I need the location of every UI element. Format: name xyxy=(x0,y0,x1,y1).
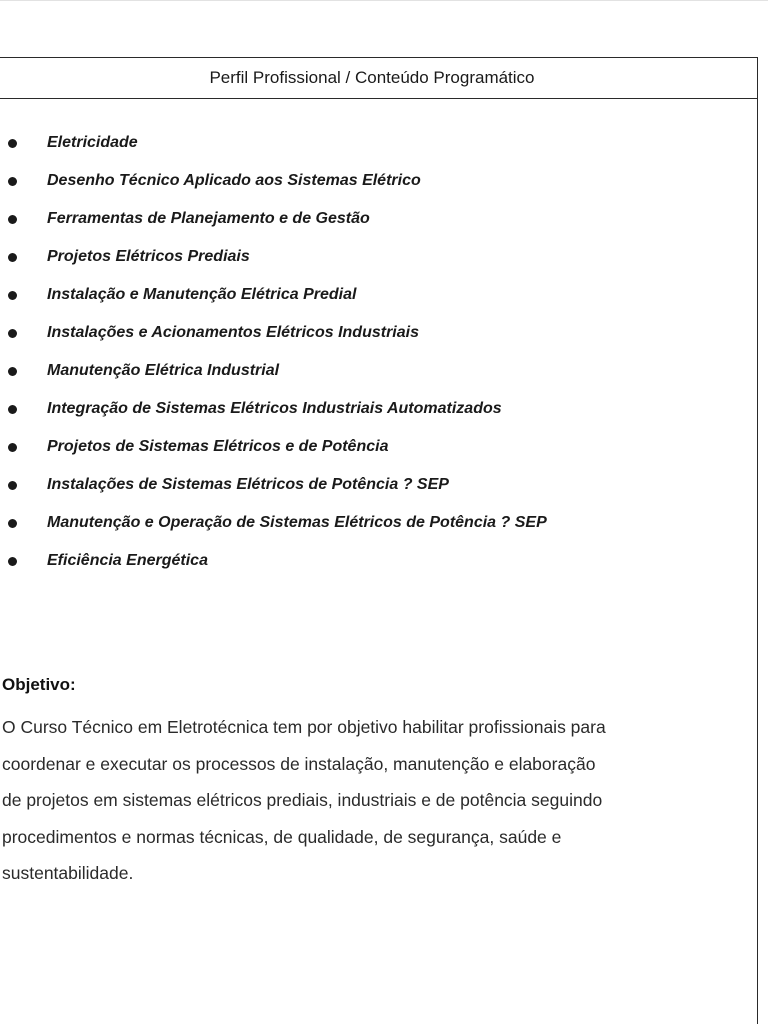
objective-heading: Objetivo: xyxy=(2,675,76,694)
topic-label: Instalação e Manutenção Elétrica Predial xyxy=(47,286,357,303)
paragraph-line: coordenar e executar os processos de instalação, manutenção e elaboração xyxy=(2,753,596,774)
topic-label: Projetos de Sistemas Elétricos e de Potência xyxy=(47,438,389,455)
bullet-icon xyxy=(8,215,17,224)
section-header: Perfil Profissional / Conteúdo Programático xyxy=(0,58,757,99)
topic-label: Desenho Técnico Aplicado aos Sistemas Elétrico xyxy=(47,172,421,189)
topic-label: Manutenção e Operação de Sistemas Elétricos de Potência ? SEP xyxy=(47,514,547,531)
topic-label: Instalações de Sistemas Elétricos de Potência ? SEP xyxy=(47,476,449,493)
bullet-icon xyxy=(8,367,17,376)
topic-label: Eficiência Energética xyxy=(47,552,208,569)
bullet-icon xyxy=(8,443,17,452)
paragraph-line: de projetos em sistemas elétricos prediais, industriais e de potência seguindo xyxy=(2,790,603,810)
bullet-icon xyxy=(8,519,17,528)
paragraph-line: sustentabilidade. xyxy=(2,863,134,883)
top-divider xyxy=(0,0,768,1)
topic-label: Eletricidade xyxy=(47,134,138,151)
topic-label: Projetos Elétricos Prediais xyxy=(47,248,250,265)
bullet-icon xyxy=(8,291,17,300)
bullet-icon xyxy=(8,329,17,338)
bullet-icon xyxy=(8,177,17,186)
bullet-icon xyxy=(8,253,17,262)
bullet-icon xyxy=(8,139,17,148)
topic-label: Instalações e Acionamentos Elétricos Industriais xyxy=(47,324,419,341)
topic-label: Ferramentas de Planejamento e de Gestão xyxy=(47,210,370,227)
bullet-icon xyxy=(8,557,17,566)
topic-label: Manutenção Elétrica Industrial xyxy=(47,362,280,379)
paragraph-line: procedimentos e normas técnicas, de qualidade, de segurança, saúde e xyxy=(2,826,562,847)
topic-label: Integração de Sistemas Elétricos Industriais Automatizados xyxy=(47,400,502,417)
bullet-icon xyxy=(8,481,17,490)
bullet-icon xyxy=(8,405,17,414)
objective-paragraph xyxy=(2,709,692,892)
paragraph-line: O Curso Técnico em Eletrotécnica tem por objetivo habilitar profissionais para xyxy=(2,717,606,737)
